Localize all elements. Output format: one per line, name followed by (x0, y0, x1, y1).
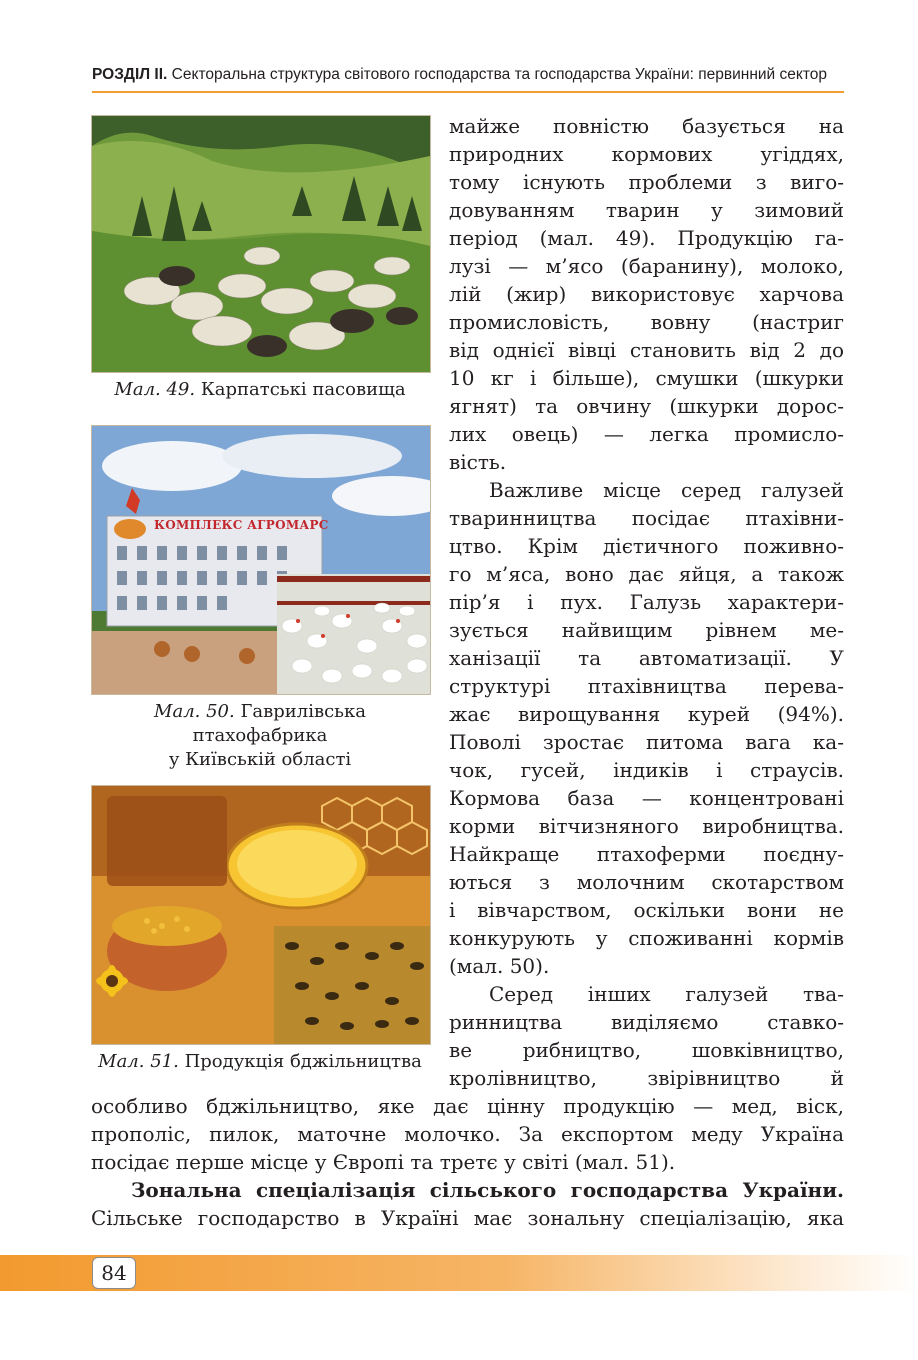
figure-50-caption-line-2: птахофабрика (192, 725, 328, 746)
full-width-text (91, 1092, 844, 1232)
figure-49-label: Мал. 49. (114, 379, 196, 400)
figure-50-caption-line-1: Гаврилівська (240, 701, 366, 722)
text-line: промисловість, вовну (настриг (449, 310, 844, 334)
figure-50-label: Мал. 50. (154, 701, 235, 722)
text-line: ве рибництво, шовківництво, (449, 1038, 844, 1062)
text-line: період (мал. 49). Продукцію га- (449, 226, 844, 250)
text-line: Поволі зростає питома вага ка- (449, 730, 844, 754)
text-line: Кормова база — концентровані (449, 786, 844, 810)
text-line: го м’яса, воно дає яйця, а також (449, 562, 844, 586)
text-line: ються з молочним скотарством (449, 870, 844, 894)
text-line: чок, гусей, індиків і страусів. (449, 758, 844, 782)
text-line: жає вирощування курей (94%). (449, 702, 844, 726)
section-label: РОЗДІЛ II. (92, 66, 168, 83)
right-column-text (449, 112, 844, 1092)
text-line: ринництва виділяємо ставко- (449, 1010, 844, 1034)
text-line: особливо бджільництво, яке дає цінну продукцію — мед, віск, (91, 1094, 844, 1118)
text-line: ягнят) та овчину (шкурки дорос- (449, 394, 844, 418)
text-line: довуванням тварин у зимовий (449, 198, 844, 222)
figure-49-image (91, 115, 431, 373)
text-line: конкурують у споживанні кормів (449, 926, 844, 950)
figure-50-image (91, 425, 431, 695)
page-number: 84 (92, 1257, 136, 1289)
text-line: тому існують проблеми з виго- (449, 170, 844, 194)
text-line: лій (жир) використовує харчова (449, 282, 844, 306)
text-line: лих овець) — легка промисло- (449, 422, 844, 446)
text-line: Найкраще птахоферми поєдну- (449, 842, 844, 866)
header-divider (92, 91, 844, 93)
text-line: від однієї вівці становить від 2 до (449, 338, 844, 362)
text-line: майже повністю базується на (449, 114, 844, 138)
text-line: пір’я і пух. Галузь характери- (449, 590, 844, 614)
section-title: Секторальна структура світового господарства та господарства України: первинний сектор (171, 66, 828, 83)
text-line: структурі птахівництва перева- (449, 674, 844, 698)
text-line: 10 кг і більше), смушки (шкурки (449, 366, 844, 390)
section-heading: Зональна спеціалізація сільського господарства України. (131, 1178, 844, 1202)
text-line: зується найвищим рівнем ме- (449, 618, 844, 642)
figure-50-caption (91, 700, 429, 772)
text-line: прополіс, пилок, маточне молочко. За експортом меду Україна (91, 1122, 844, 1146)
text-line: цтво. Крім дієтичного поживно- (449, 534, 844, 558)
figure-51-caption (84, 1050, 436, 1074)
text-line: вість. (449, 450, 507, 474)
figure-49-caption-text: Карпатські пасовища (200, 379, 406, 400)
text-line: лузі — м’ясо (баранину), молоко, (449, 254, 844, 278)
text-line: Важливе місце серед галузей (489, 478, 844, 502)
text-line: і вівчарством, оскільки вони не (449, 898, 844, 922)
text-line: Сільське господарство в Україні має зональну спеціалізацію, яка (91, 1206, 844, 1230)
footer-bar (0, 1255, 918, 1291)
text-line: природних кормових угіддях, (449, 142, 844, 166)
figure-50-caption-line-3: у Київській області (168, 749, 352, 770)
factory-sign-text: КОМПЛЕКС АГРОМАРС (154, 518, 329, 532)
figure-51-image (91, 785, 431, 1045)
figure-51-label: Мал. 51. (98, 1051, 179, 1072)
text-line: корми вітчизняного виробництва. (449, 814, 844, 838)
text-line: ханізації та автоматизації. У (449, 646, 844, 670)
text-line: Серед інших галузей тва- (489, 982, 844, 1006)
figure-49-caption (91, 378, 429, 402)
text-line: (мал. 50). (449, 954, 550, 978)
figure-51-caption-text: Продукція бджільництва (184, 1051, 422, 1072)
text-line: посідає перше місце у Європі та третє у світі (мал. 51). (91, 1150, 676, 1174)
running-header (92, 66, 844, 84)
text-line: тваринництва посідає птахівни- (449, 506, 844, 530)
text-line: кролівництво, звірівництво й (449, 1066, 844, 1090)
